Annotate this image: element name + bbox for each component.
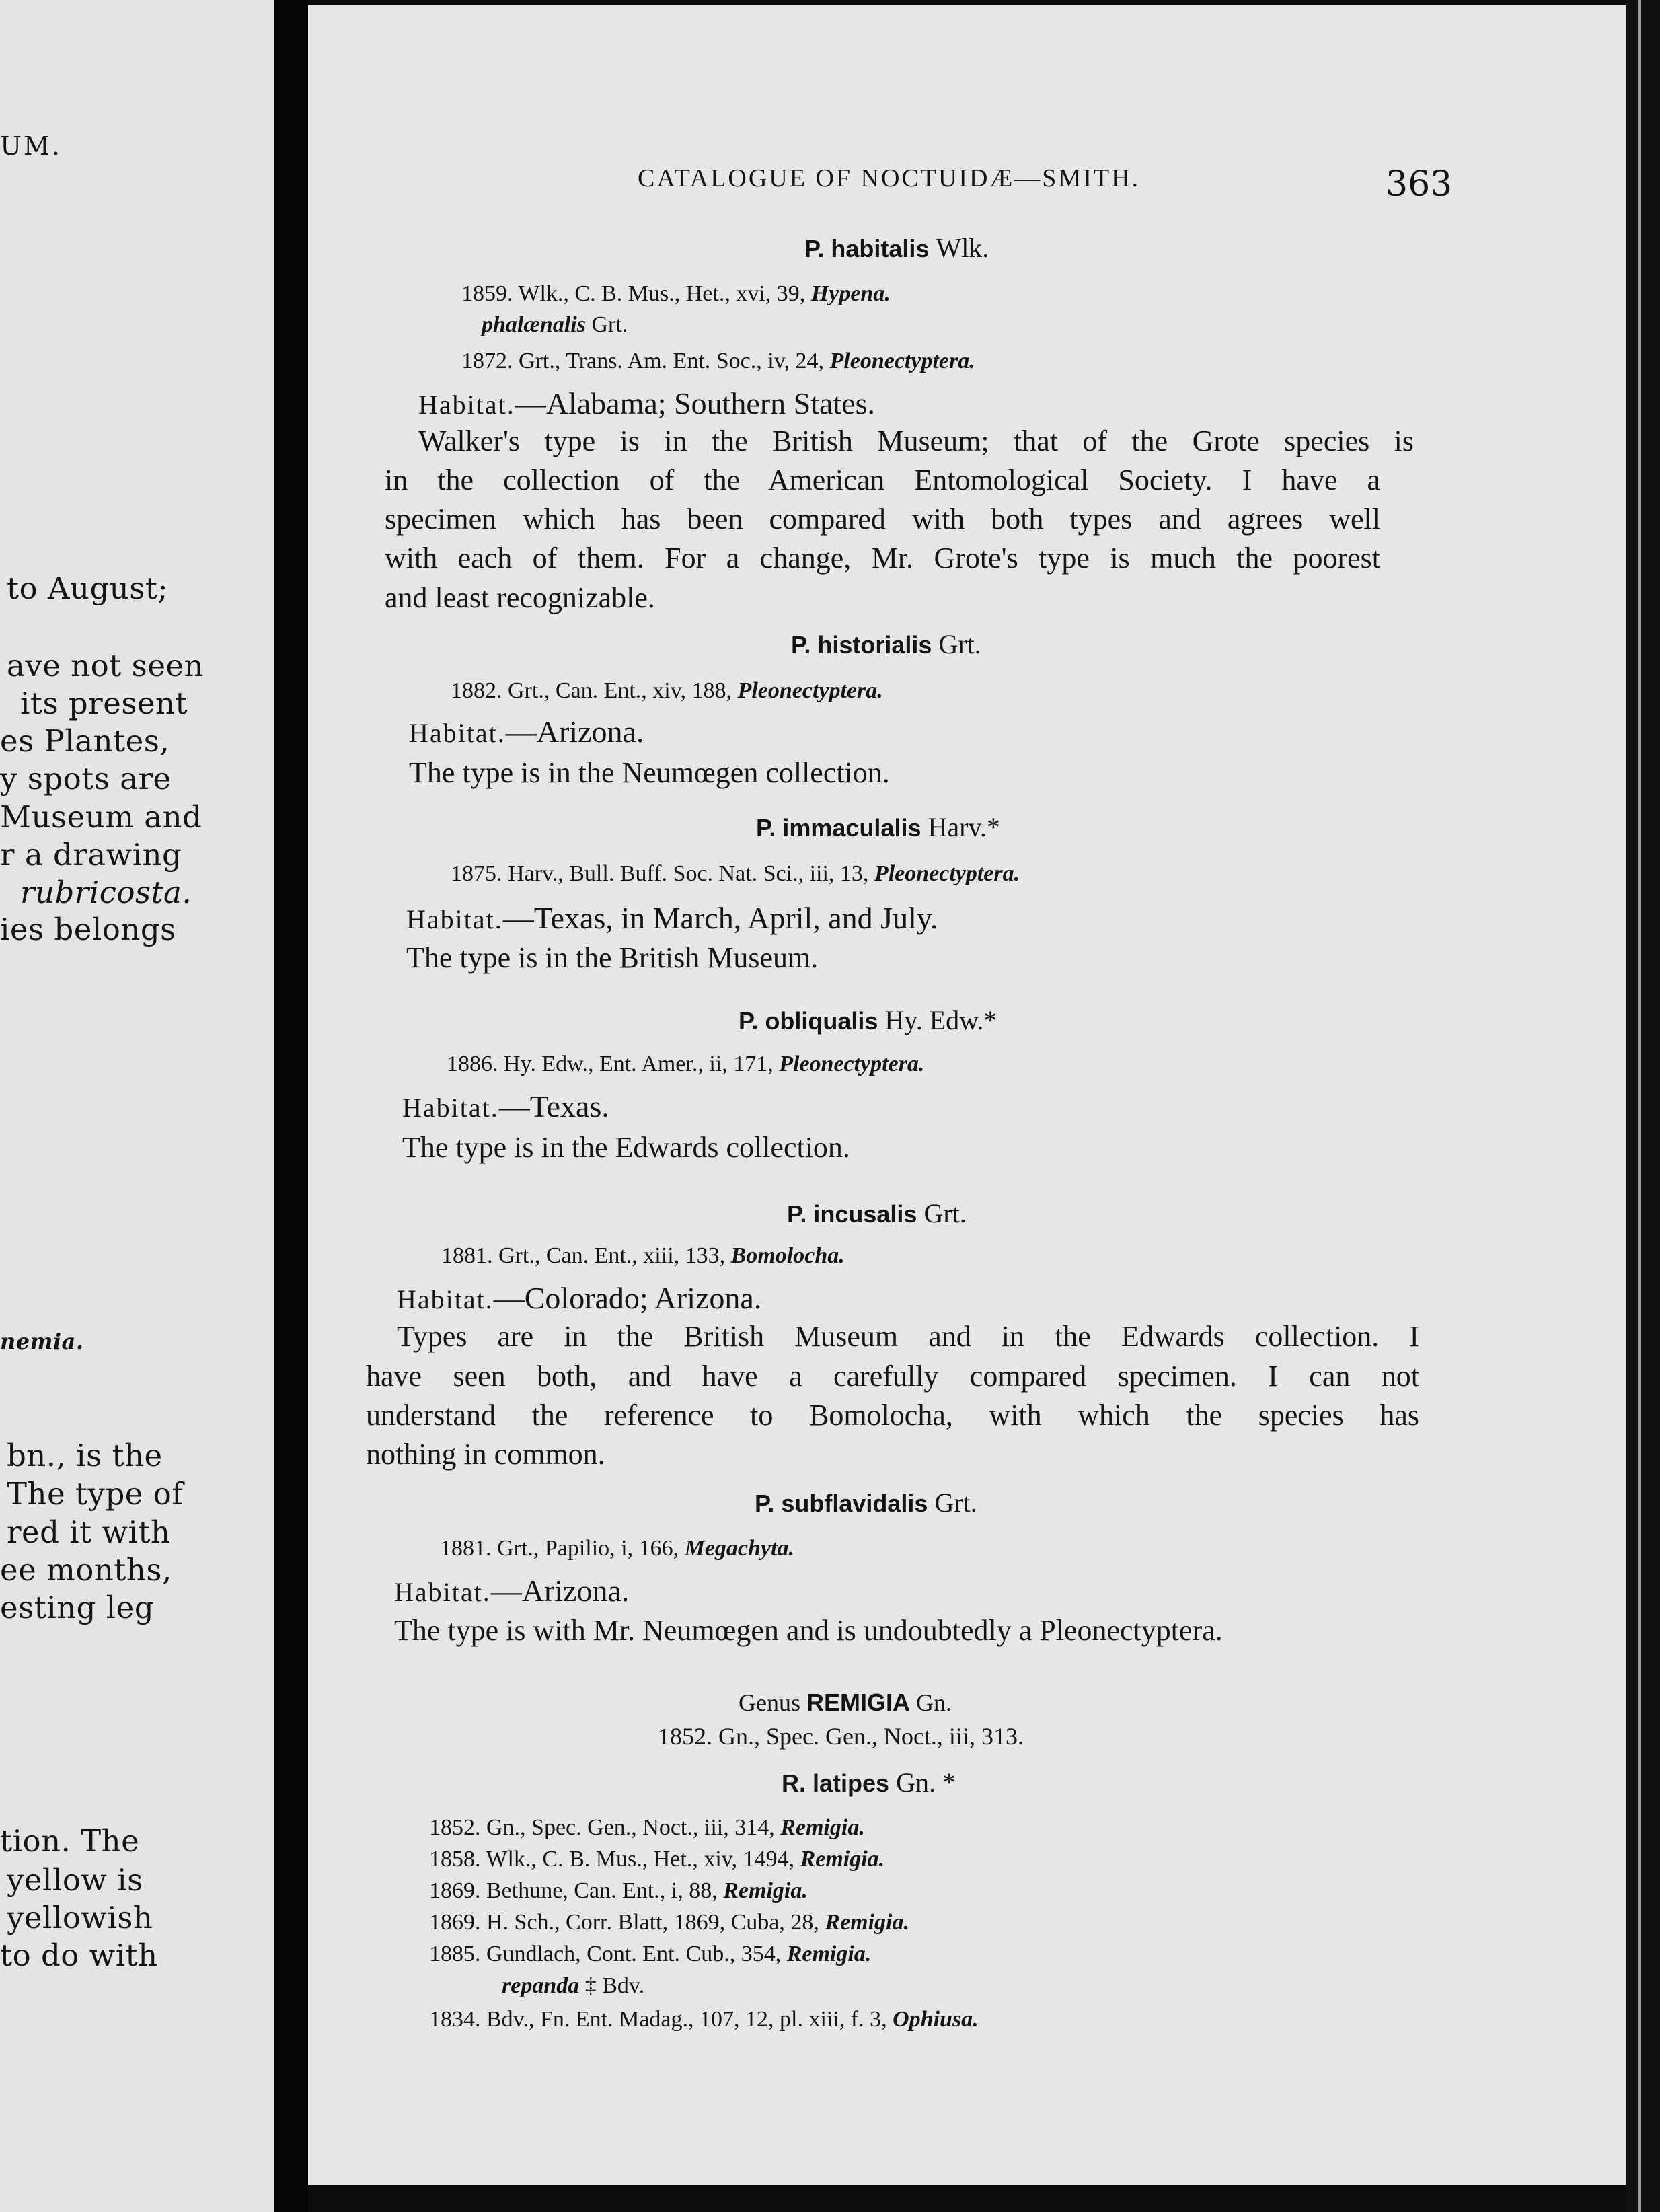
body-line: The type is with Mr. Neumœgen and is undoubtedly a Pleonectyptera. <box>394 1614 1223 1647</box>
body-line: understand the reference to Bomolocha, with which the species has <box>366 1399 1419 1432</box>
citation-genus: Pleonectyptera. <box>829 348 975 373</box>
species-name: P. incusalis <box>787 1200 917 1228</box>
genus-prefix: Genus <box>739 1689 800 1716</box>
citation-line <box>429 1942 871 1967</box>
body-line: and least recognizable. <box>385 581 655 614</box>
citation-text: Wlk., C. B. Mus., Het., xvi, 39, <box>518 281 806 306</box>
citation-line <box>451 861 1020 887</box>
genus-heading <box>739 1689 952 1717</box>
citation-line <box>482 312 628 338</box>
species-heading <box>782 1767 956 1798</box>
citation-genus: Bomolocha. <box>730 1243 845 1268</box>
habitat-label: Habitat. <box>397 1284 494 1315</box>
citation-genus: Hypena. <box>810 281 891 306</box>
left-line: es Plantes, <box>0 723 170 759</box>
citation-author: Grt. <box>591 312 628 337</box>
left-page-fragment <box>0 0 274 2212</box>
citation-genus: Remigia. <box>825 1910 909 1935</box>
citation-year: 1859. <box>461 281 513 306</box>
citation-line <box>429 1847 884 1872</box>
left-line: nemia. <box>0 1329 84 1354</box>
citation-line <box>429 1878 808 1904</box>
citation-genus: phalænalis <box>482 312 586 337</box>
species-heading <box>755 1487 977 1518</box>
citation-year: 1886. <box>447 1052 498 1076</box>
left-line: red it with <box>7 1514 171 1550</box>
habitat-line <box>409 714 644 749</box>
citation-year: 1852. <box>429 1815 481 1840</box>
citation-line <box>429 1815 865 1841</box>
habitat-line <box>406 900 938 936</box>
left-line: tion. The <box>0 1823 140 1859</box>
body-line: have seen both, and have a carefully compared specimen. I can not <box>366 1360 1419 1393</box>
species-author: Harv.* <box>928 812 1000 842</box>
citation-genus: Pleonectyptera. <box>874 861 1020 886</box>
species-name: P. habitalis <box>804 235 930 262</box>
habitat-value: —Arizona. <box>490 1574 630 1608</box>
left-line: r a drawing <box>0 837 182 873</box>
page-edge-line <box>1638 0 1641 2212</box>
species-name: P. historialis <box>791 631 932 659</box>
citation-year: 1882. <box>451 678 502 703</box>
left-line: rubricosta. <box>20 875 192 910</box>
body-line: with each of them. For a change, Mr. Grote's type is much the poorest <box>385 542 1380 575</box>
citation-year: 1881. <box>441 1243 493 1268</box>
species-author: Gn. * <box>896 1767 956 1798</box>
running-title: CATALOGUE OF NOCTUIDÆ—SMITH. <box>638 164 1141 192</box>
species-author: Grt. <box>934 1487 977 1518</box>
genus-author: Gn. <box>916 1689 952 1716</box>
species-author: Wlk. <box>936 233 989 263</box>
species-author: Grt. <box>923 1198 967 1228</box>
body-line: in the collection of the American Entomological Society. I have a <box>385 464 1380 496</box>
habitat-value: —Arizona. <box>505 714 644 749</box>
species-heading <box>804 232 989 264</box>
habitat-value: —Alabama; Southern States. <box>515 386 876 420</box>
citation-year: 1858. <box>429 1847 481 1872</box>
habitat-label: Habitat. <box>406 904 503 934</box>
left-line: Museum and <box>0 799 202 835</box>
left-line: The type of <box>7 1476 184 1512</box>
citation-text: Harv., Bull. Buff. Soc. Nat. Sci., iii, 13, <box>508 861 869 886</box>
genus-citation: 1852. Gn., Spec. Gen., Noct., iii, 313. <box>658 1723 1024 1750</box>
citation-author: ‡ Bdv. <box>584 1973 645 1998</box>
citation-text: Bethune, Can. Ent., i, 88, <box>486 1878 718 1903</box>
species-heading <box>756 811 1000 843</box>
species-name: R. latipes <box>782 1769 890 1797</box>
left-line: to August; <box>7 570 169 606</box>
citation-text: Grt., Can. Ent., xiii, 133, <box>498 1243 726 1268</box>
citation-genus: Remigia. <box>723 1878 808 1903</box>
left-line: yellowish <box>7 1900 153 1936</box>
body-line: specimen which has been compared with both types and agrees well <box>385 503 1380 536</box>
species-heading <box>791 628 981 660</box>
citation-text: H. Sch., Corr. Blatt, 1869, Cuba, 28, <box>486 1910 819 1935</box>
citation-text: Bdv., Fn. Ent. Madag., 107, 12, pl. xiii, f. 3, <box>486 2007 887 2032</box>
species-name: P. obliqualis <box>739 1007 878 1035</box>
citation-genus: Remigia. <box>800 1847 885 1872</box>
citation-genus: Megachyta. <box>684 1536 794 1561</box>
citation-genus: Pleonectyptera. <box>779 1052 925 1076</box>
page-number: 363 <box>1386 164 1453 205</box>
citation-line <box>451 678 883 704</box>
body-line: Types are in the British Museum and in the Edwards collection. I <box>397 1320 1419 1353</box>
body-line: The type is in the Edwards collection. <box>402 1131 850 1164</box>
citation-genus: Ophiusa. <box>893 2007 979 2032</box>
left-line: ave not seen <box>7 648 204 684</box>
citation-text: Grt., Papilio, i, 166, <box>497 1536 679 1561</box>
citation-text: Gn., Spec. Gen., Noct., iii, 314, <box>486 1815 775 1840</box>
habitat-line <box>418 385 875 421</box>
species-heading <box>739 1004 997 1036</box>
citation-text: Gundlach, Cont. Ent. Cub., 354, <box>486 1942 782 1966</box>
habitat-line <box>394 1573 629 1609</box>
habitat-label: Habitat. <box>409 718 506 748</box>
citation-line <box>429 1910 909 1936</box>
left-line: ies belongs <box>0 912 176 947</box>
citation-line <box>447 1052 924 1077</box>
habitat-line <box>397 1280 761 1316</box>
habitat-value: —Texas, in March, April, and July. <box>502 901 938 935</box>
habitat-line <box>402 1089 609 1124</box>
body-line: Walker's type is in the British Museum; that of the Grote species is <box>418 425 1414 457</box>
left-line: its present <box>20 686 188 721</box>
page-edge <box>1626 0 1660 2212</box>
species-name: P. subflavidalis <box>755 1489 928 1517</box>
body-line: The type is in the Neumœgen collection. <box>409 756 890 789</box>
citation-line <box>461 348 975 374</box>
body-line: nothing in common. <box>366 1438 605 1471</box>
citation-genus: Remigia. <box>786 1942 872 1966</box>
citation-year: 1834. <box>429 2007 481 2032</box>
left-line: to do with <box>0 1938 158 1973</box>
genus-name: REMIGIA <box>806 1689 911 1716</box>
citation-text: Wlk., C. B. Mus., Het., xiv, 1494, <box>486 1847 795 1872</box>
left-line: bn., is the <box>7 1438 163 1473</box>
species-author: Grt. <box>938 629 981 659</box>
citation-text: Grt., Trans. Am. Ent. Soc., iv, 24, <box>519 348 825 373</box>
citation-line <box>429 2007 979 2032</box>
citation-year: 1881. <box>440 1536 492 1561</box>
left-line: y spots are <box>0 761 172 797</box>
citation-line <box>441 1243 845 1269</box>
species-heading <box>787 1197 967 1229</box>
citation-line <box>502 1973 644 1999</box>
body-line: The type is in the British Museum. <box>406 941 819 974</box>
citation-genus: repanda <box>502 1973 580 1998</box>
habitat-label: Habitat. <box>394 1577 491 1607</box>
left-header-fragment: UM. <box>0 131 63 161</box>
citation-year: 1869. <box>429 1878 481 1903</box>
left-line: ee months, <box>0 1552 172 1588</box>
citation-text: Grt., Can. Ent., xiv, 188, <box>508 678 732 703</box>
citation-year: 1869. <box>429 1910 481 1935</box>
book-spine <box>274 0 308 2212</box>
left-line: esting leg <box>0 1590 155 1625</box>
citation-text: Hy. Edw., Ent. Amer., ii, 171, <box>504 1052 774 1076</box>
species-author: Hy. Edw.* <box>884 1005 997 1035</box>
habitat-label: Habitat. <box>402 1093 499 1123</box>
citation-year: 1885. <box>429 1942 481 1966</box>
habitat-value: —Colorado; Arizona. <box>493 1281 762 1315</box>
citation-year: 1872. <box>461 348 513 373</box>
citation-year: 1875. <box>451 861 502 886</box>
habitat-value: —Texas. <box>498 1089 609 1123</box>
citation-genus: Pleonectyptera. <box>737 678 883 703</box>
citation-line <box>461 281 891 307</box>
citation-line <box>440 1536 794 1561</box>
left-line: yellow is <box>7 1862 143 1898</box>
species-name: P. immaculalis <box>756 814 921 842</box>
habitat-label: Habitat. <box>418 390 515 420</box>
citation-genus: Remigia. <box>780 1815 865 1840</box>
right-page <box>308 5 1626 2185</box>
